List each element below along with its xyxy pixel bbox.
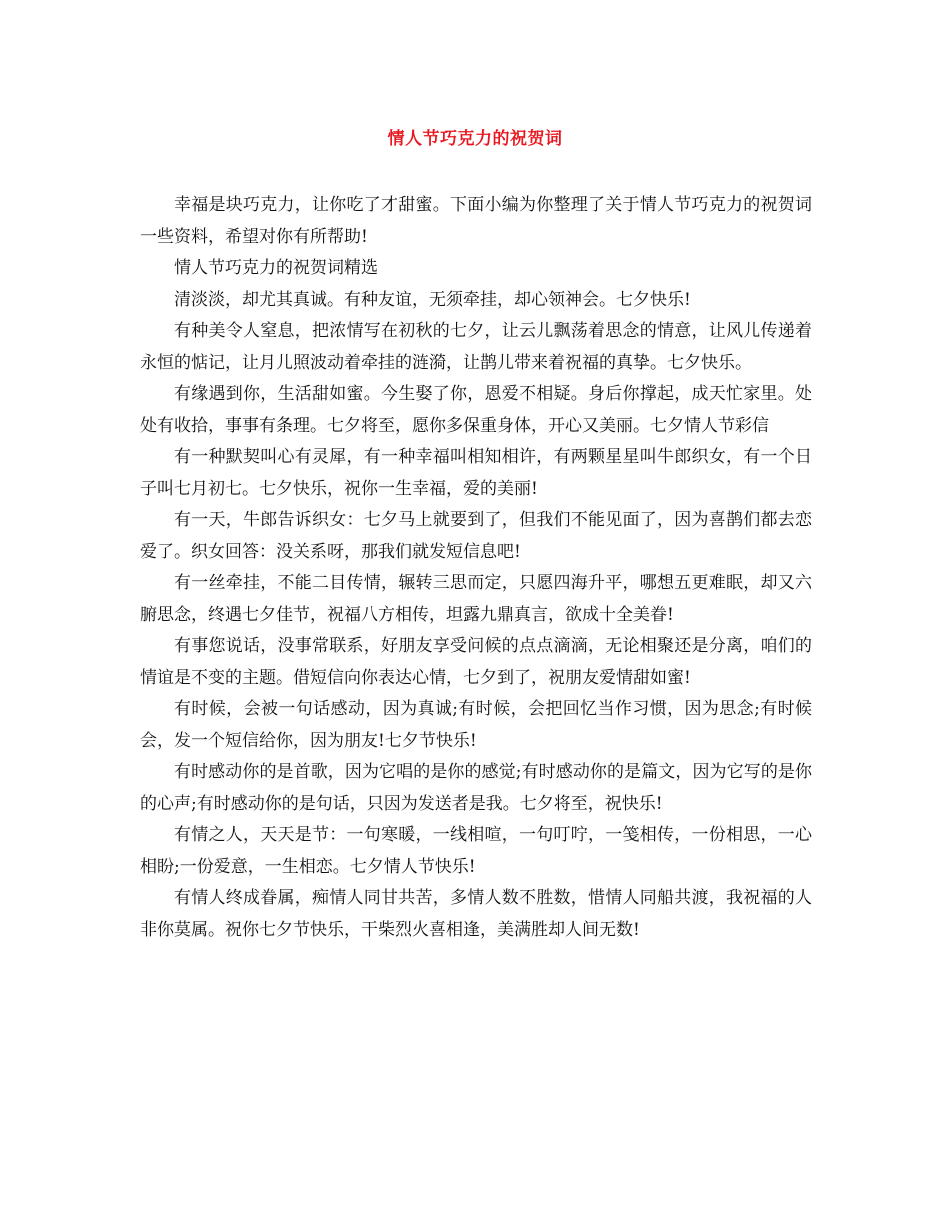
paragraph: 有事您说话，没事常联系，好朋友享受问候的点点滴滴，无论相聚还是分离，咱们的情谊是不变的主题。借短信向你表达心情，七夕到了，祝朋友爱情甜如蜜! (140, 636, 812, 688)
paragraph: 有一天，牛郎告诉织女：七夕马上就要到了，但我们不能见面了，因为喜鹊们都去恋爱了。织女回答：没关系呀，那我们就发短信息吧! (140, 510, 812, 562)
paragraph: 有时候，会被一句话感动，因为真诚;有时候，会把回忆当作习惯，因为思念;有时候会，发一个短信给你，因为朋友!七夕节快乐! (140, 699, 812, 751)
paragraph: 有种美令人窒息，把浓情写在初秋的七夕，让云儿飘荡着思念的情意，让风儿传递着永恒的惦记，让月儿照波动着牵挂的涟漪，让鹊儿带来着祝福的真挚。七夕快乐。 (140, 321, 812, 373)
paragraph-intro: 幸福是块巧克力，让你吃了才甜蜜。下面小编为你整理了关于情人节巧克力的祝贺词一些资料，希望对你有所帮助! (140, 195, 812, 247)
document-title: 情人节巧克力的祝贺词 (387, 129, 563, 149)
paragraph: 清淡淡，却尤其真诚。有种友谊，无须牵挂，却心领神会。七夕快乐! (174, 289, 691, 310)
paragraph: 有时感动你的是首歌，因为它唱的是你的感觉;有时感动你的是篇文，因为它写的是你的心声;有时感动你的是句话，只因为发送者是我。七夕将至，祝快乐! (140, 762, 812, 814)
paragraph: 有缘遇到你，生活甜如蜜。今生娶了你，恩爱不相疑。身后你撑起，成天忙家里。处处有收拾，事事有条理。七夕将至，愿你多保重身体，开心又美丽。七夕情人节彩信 (140, 384, 812, 436)
paragraph: 有情人终成眷属，痴情人同甘共苦，多情人数不胜数，惜情人同船共渡，我祝福的人非你莫属。祝你七夕节快乐，干柴烈火喜相逢，美满胜却人间无数! (140, 888, 812, 940)
paragraph-subheading: 情人节巧克力的祝贺词精选 (174, 258, 378, 278)
document-body (140, 190, 812, 946)
paragraph: 有一丝牵挂，不能二目传情，辗转三思而定，只愿四海升平，哪想五更难眠，却又六腑思念，终遇七夕佳节，祝福八方相传，坦露九鼎真言，欲成十全美眷! (140, 573, 812, 625)
paragraph: 有情之人，天天是节：一句寒暖，一线相喧，一句叮咛，一笺相传，一份相思，一心相盼;一份爱意，一生相恋。七夕情人节快乐! (140, 825, 812, 877)
paragraph: 有一种默契叫心有灵犀，有一种幸福叫相知相许，有两颗星星叫牛郎织女，有一个日子叫七月初七。七夕快乐，祝你一生幸福，爱的美丽! (140, 447, 812, 499)
